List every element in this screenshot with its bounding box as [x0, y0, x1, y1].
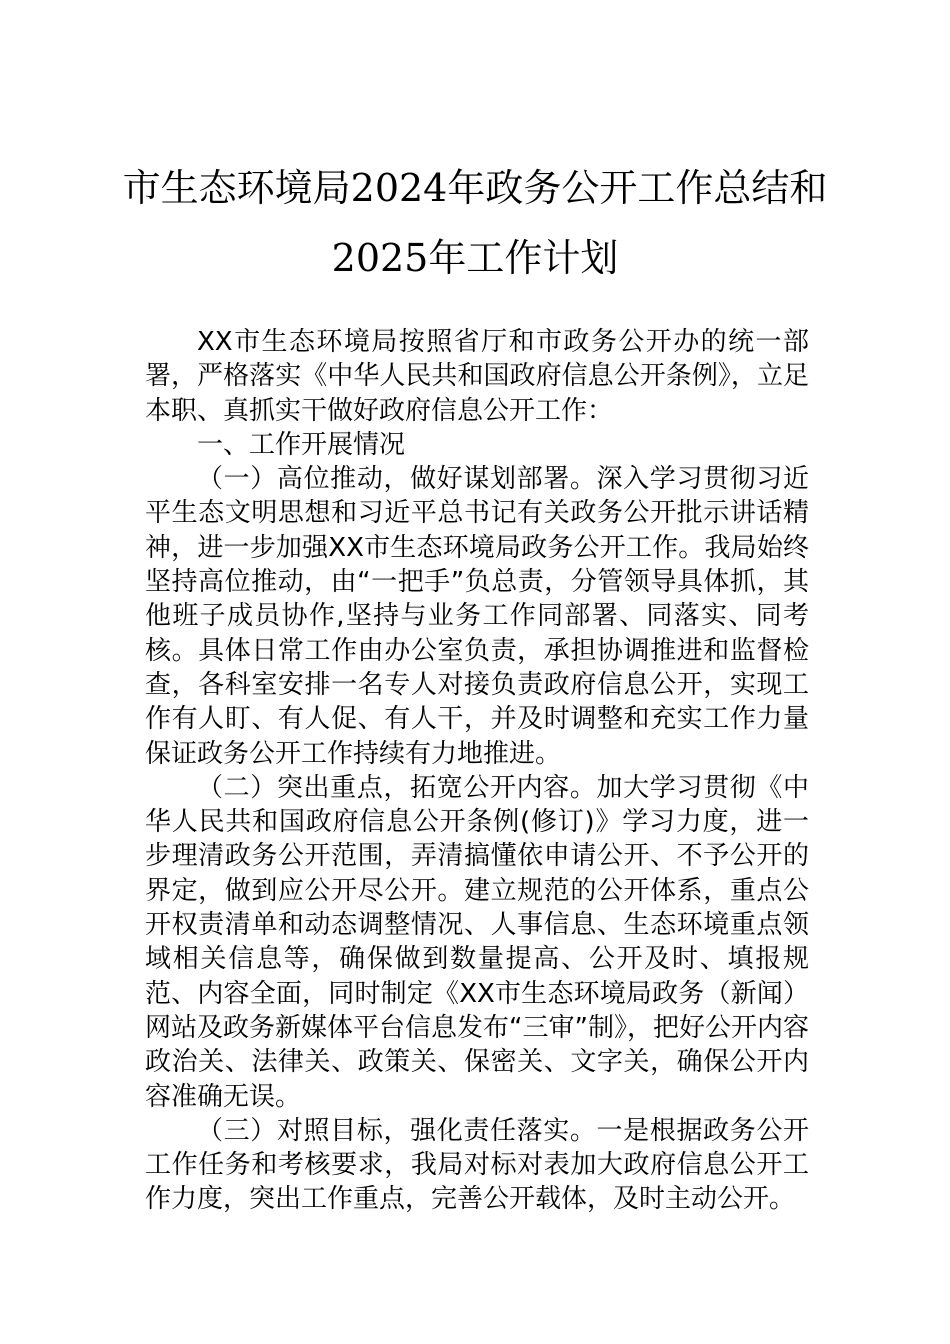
paragraph-item-1: （一）高位推动，做好谋划部署。深入学习贯彻习近平生态文明思想和习近平总书记有关政务公开批示讲话精神，进一步加强XX市生态环境局政务公开工作。我局始终坚持高位推动，由“一把手”负总责，分管领导具体抓，其他班子成员协作,坚持与业务工作同部署、同落实、同考核。具体日常工作由办公室负责，承担协调推进和监督检查，各科室安排一名专人对接负责政府信息公开，实现工作有人盯、有人促、有人干，并及时调整和充实工作力量保证政务公开工作持续有力地推进。	[145, 464, 809, 769]
document-body	[145, 325, 809, 1217]
document-title-line-2: 2025年工作计划	[331, 236, 619, 280]
paragraph-item-3: （三）对照目标，强化责任落实。一是根据政务公开工作任务和考核要求，我局对标对表加大政府信息公开工作力度，突出工作重点，完善公开载体，及时主动公开。	[145, 1115, 809, 1215]
section-heading-1: 一、工作开展情况	[197, 429, 406, 460]
document-title-line-1: 市生态环境局2024年政务公开工作总结和	[122, 166, 828, 210]
paragraph-item-2: （二）突出重点，拓宽公开内容。加大学习贯彻《中华人民共和国政府信息公开条例(修订)》学习力度，进一步理清政务公开范围，弄清搞懂依申请公开、不予公开的界定，做到应公开尽公开。建立规范的公开体系，重点公开权责清单和动态调整情况、人事信息、生态环境重点领域相关信息等，确保做到数量提高、公开及时、填报规范、内容全面，同时制定《XX市生态环境局政务（新闻）网站及政务新媒体平台信息发布“三审”制》，把好公开内容政治关、法律关、政策关、保密关、文字关，确保公开内容准确无误。	[145, 772, 809, 1112]
paragraph-intro: XX市生态环境局按照省厅和市政务公开办的统一部署，严格落实《中华人民共和国政府信息公开条例》，立足本职、真抓实干做好政府信息公开工作：	[145, 327, 809, 426]
